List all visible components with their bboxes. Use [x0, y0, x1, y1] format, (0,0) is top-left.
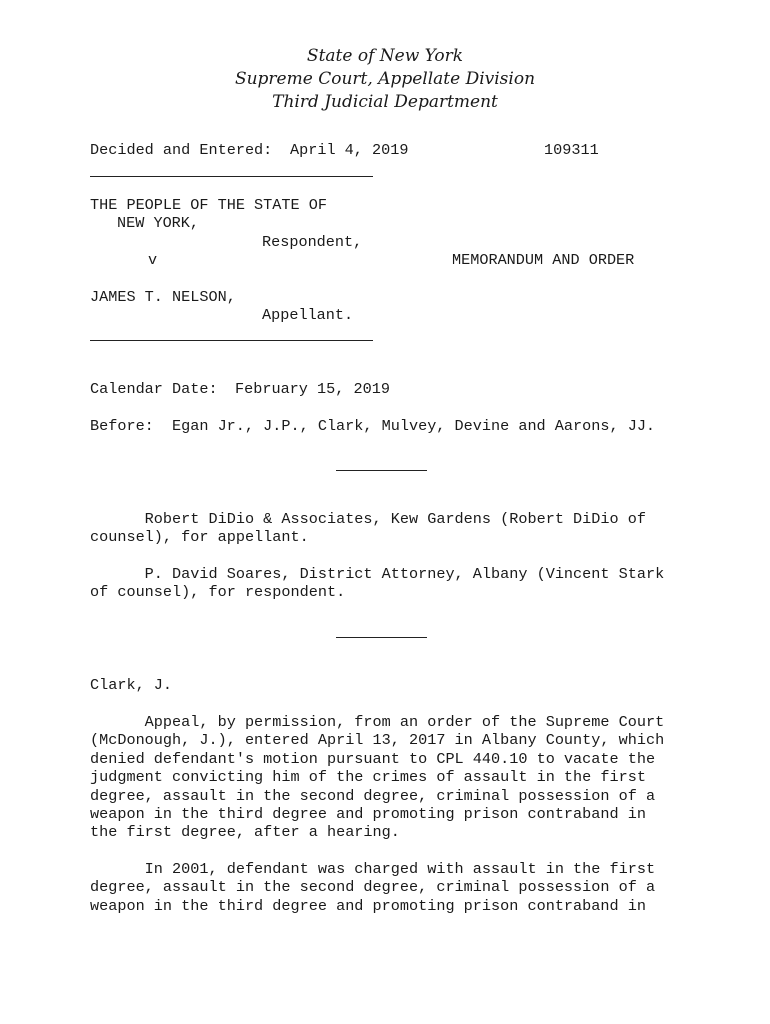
paragraph-line: weapon in the third degree and promoting prison contraband in	[90, 805, 646, 824]
docket-number: 109311	[544, 141, 599, 159]
header-state: State of New York	[306, 46, 464, 66]
opinion-paragraph-1	[90, 713, 670, 842]
opinion-paragraph-2	[90, 860, 670, 915]
header-department: Third Judicial Department	[272, 92, 498, 112]
party2-role: Appellant.	[262, 306, 354, 324]
calendar-date: February 15, 2019	[235, 380, 390, 398]
decided-label: Decided and Entered:	[90, 141, 273, 159]
before-judges: Egan Jr., J.P., Clark, Mulvey, Devine and Aarons, JJ.	[172, 417, 656, 435]
order-type: MEMORANDUM AND ORDER	[452, 251, 635, 269]
calendar-label: Calendar Date:	[90, 380, 218, 398]
paragraph-line: judgment convicting him of the crimes of assault in the first	[90, 768, 646, 787]
party1-line2: NEW YORK,	[117, 214, 200, 232]
paragraph-line: weapon in the third degree and promoting prison contraband in	[90, 896, 646, 915]
respondent-counsel	[90, 565, 670, 602]
party2-name: JAMES T. NELSON,	[90, 288, 236, 306]
appellant-counsel	[90, 510, 670, 547]
opinion-author: Clark, J.	[90, 676, 173, 694]
caption-top-rule	[90, 176, 373, 177]
decided-date: April 4, 2019	[290, 141, 409, 159]
before-label: Before:	[90, 417, 154, 435]
party1-line1: THE PEOPLE OF THE STATE OF	[90, 196, 327, 214]
paragraph-line: Appeal, by permission, from an order of the Supreme Court	[90, 713, 665, 731]
party1-role: Respondent,	[262, 233, 363, 251]
section-divider-1	[336, 470, 427, 471]
appellant-counsel-line: Robert DiDio & Associates, Kew Gardens (Robert DiDio of	[90, 510, 646, 528]
respondent-counsel-line: of counsel), for respondent.	[90, 583, 346, 602]
paragraph-line: (McDonough, J.), entered April 13, 2017 in Albany County, which	[90, 731, 665, 750]
paragraph-line: In 2001, defendant was charged with assault in the first	[90, 860, 656, 878]
paragraph-line: denied defendant's motion pursuant to CPL 440.10 to vacate the	[90, 749, 656, 768]
caption-bottom-rule	[90, 340, 373, 341]
paragraph-line: degree, assault in the second degree, criminal possession of a	[90, 786, 656, 805]
section-divider-2	[336, 637, 427, 638]
respondent-counsel-line: P. David Soares, District Attorney, Albany (Vincent Stark	[90, 565, 665, 583]
versus: v	[148, 251, 158, 269]
paragraph-line: degree, assault in the second degree, criminal possession of a	[90, 878, 656, 897]
court-header	[0, 45, 770, 114]
appellant-counsel-line: counsel), for appellant.	[90, 528, 309, 547]
header-court: Supreme Court, Appellate Division	[234, 69, 536, 89]
paragraph-line: the first degree, after a hearing.	[90, 823, 400, 842]
